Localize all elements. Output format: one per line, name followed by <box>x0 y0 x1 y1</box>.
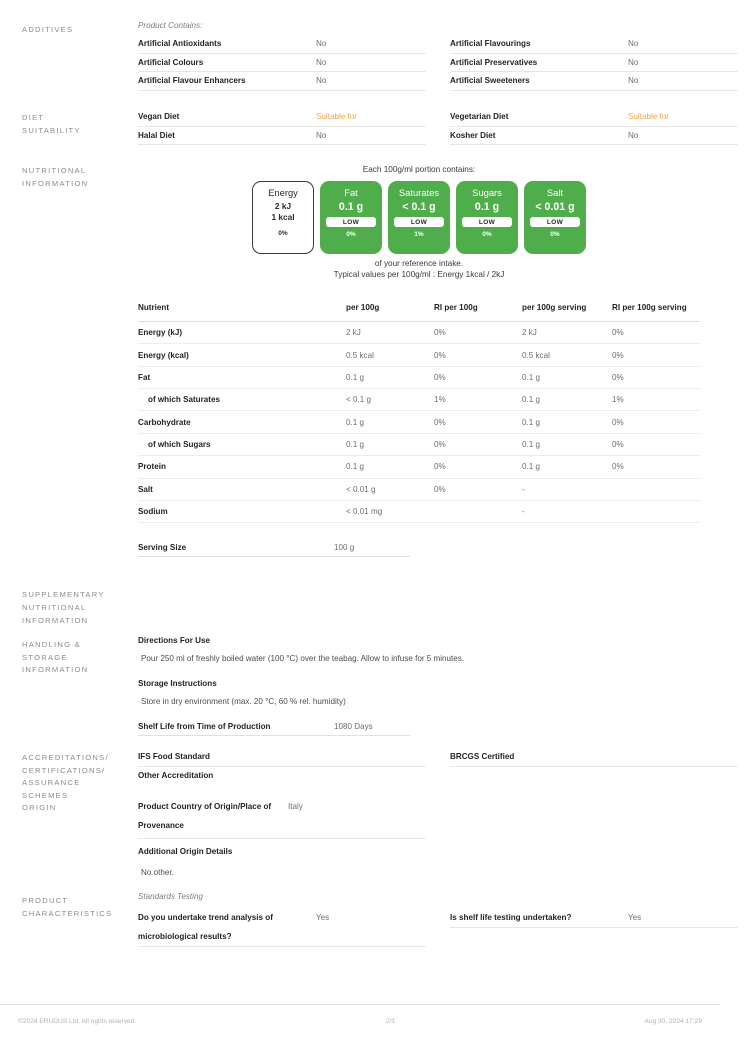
traffic-light-sugars <box>456 181 518 254</box>
section-additives <box>0 20 720 91</box>
section-label-line: NUTRITIONAL <box>22 166 87 176</box>
row-value: No <box>316 76 327 86</box>
row-key: Artificial Flavour Enhancers <box>138 76 246 86</box>
cell-per100g: 0.1 g <box>346 456 434 478</box>
traffic-light-panel <box>138 161 700 279</box>
cell-ri100g: 0% <box>434 344 522 366</box>
cell-ri100g: 0% <box>434 478 522 500</box>
diet-grid <box>138 108 738 145</box>
row-key: Artificial Preservatives <box>450 57 538 67</box>
row-value: No <box>628 130 639 140</box>
additional-origin-label: Additional Origin Details <box>138 847 233 857</box>
table-row <box>138 411 700 433</box>
page-footer <box>0 1004 720 1038</box>
section-label-line: SUPPLEMENTARY <box>22 590 105 600</box>
cell-ri100g: 0% <box>434 411 522 433</box>
traffic-light-kcal: 1 kcal <box>271 212 295 223</box>
table-row-empty <box>450 767 738 786</box>
additives-column-right <box>450 35 738 91</box>
traffic-light-row <box>138 181 700 254</box>
table-row <box>450 108 738 127</box>
row-key <box>450 770 628 781</box>
section-label-diet-suitability <box>0 108 138 145</box>
table-row <box>138 389 700 411</box>
cell-per100g: 0.5 kcal <box>346 344 434 366</box>
section-label-line: NUTRITIONAL <box>22 602 87 612</box>
section-label-line: ACCREDITATIONS/ <box>22 753 109 763</box>
product-characteristics-grid <box>138 906 738 947</box>
row-key: Artificial Antioxidants <box>138 39 222 48</box>
row-value: Yes <box>628 913 642 923</box>
table-row <box>138 344 700 366</box>
cell-riserving: 0% <box>612 321 700 343</box>
diet-column-left <box>138 108 426 145</box>
table-row <box>450 127 738 146</box>
standards-testing-note: Standards Testing <box>138 892 203 902</box>
table-row <box>138 767 426 786</box>
additional-origin-note: No other. <box>141 868 174 878</box>
cell-perserving: 0.1 g <box>522 433 612 455</box>
table-row <box>138 321 700 343</box>
additives-grid <box>138 35 738 91</box>
section-nutritional-information <box>0 161 720 557</box>
row-key: BRCGS Certified <box>450 752 515 762</box>
portion-caption: Each 100g/ml portion contains: <box>362 165 476 175</box>
cell-perserving: 0.1 g <box>522 456 612 478</box>
additional-origin-row <box>138 839 426 864</box>
cell-ri100g: 1% <box>434 389 522 411</box>
directions-for-use-title: Directions For Use <box>138 636 210 646</box>
section-label-line: SUITABILITY <box>22 125 81 135</box>
section-label-line: SCHEMES <box>22 790 69 800</box>
table-row <box>138 456 700 478</box>
cell-perserving: 0.1 g <box>522 411 612 433</box>
traffic-light-saturates <box>388 181 450 254</box>
nutrient-table-head <box>138 299 700 321</box>
table-row <box>138 54 426 73</box>
cell-ri100g <box>434 500 522 522</box>
cell-per100g: 0.1 g <box>346 411 434 433</box>
section-body-product-characteristics <box>138 891 750 947</box>
row-key: Kosher Diet <box>450 130 496 140</box>
origin-row <box>138 794 426 839</box>
traffic-light-amount: < 0.01 g <box>535 201 575 214</box>
traffic-light-level: LOW <box>530 217 580 227</box>
cell-nutrient: Protein <box>138 456 346 478</box>
table-row <box>138 108 426 127</box>
row-key: Artificial Colours <box>138 57 204 67</box>
cell-perserving: 0.1 g <box>522 389 612 411</box>
row-value: No <box>316 57 327 67</box>
row-value: No <box>628 39 639 48</box>
table-row <box>450 35 738 54</box>
row-key: Is shelf life testing undertaken? <box>450 913 572 923</box>
section-supplementary-nutritional-information <box>0 585 720 627</box>
traffic-light-energy <box>252 181 314 254</box>
row-key: Artificial Sweeteners <box>450 76 530 86</box>
section-body-additives <box>138 20 750 91</box>
product-contains-note: Product Contains: <box>138 21 203 30</box>
row-value: Suitable for <box>316 112 357 122</box>
nutrient-table-header-row <box>138 299 700 321</box>
section-body-supplementary <box>138 585 720 627</box>
section-label-line: CERTIFICATIONS/ <box>22 765 106 775</box>
footer-timestamp: Aug 30, 2024 17:29 <box>644 1018 702 1025</box>
traffic-light-amount: < 0.1 g <box>402 201 436 214</box>
origin-label: Product Country of Origin/Place of Provenance <box>138 802 272 831</box>
traffic-light-name: Sugars <box>472 187 502 199</box>
section-label-product-characteristics <box>0 891 138 947</box>
section-body-diet-suitability <box>138 108 750 145</box>
footer-page-number: 2/3 <box>385 1018 395 1025</box>
section-handling-storage <box>0 635 720 736</box>
cell-nutrient: Salt <box>138 478 346 500</box>
cell-nutrient: Carbohydrate <box>138 411 346 433</box>
shelf-life-value: 1080 Days <box>334 722 373 732</box>
cell-nutrient: Energy (kJ) <box>138 321 346 343</box>
shelf-life-row <box>138 722 410 736</box>
reference-intake-note: of your reference intake. <box>374 259 464 269</box>
traffic-light-name: Saturates <box>398 187 440 199</box>
document-page <box>0 20 720 1038</box>
shelf-life-label: Shelf Life from Time of Production <box>138 722 271 732</box>
origin-value: Italy <box>288 802 303 812</box>
cell-per100g: 0.1 g <box>346 433 434 455</box>
cell-ri100g: 0% <box>434 456 522 478</box>
typical-values-note: Typical values per 100g/ml : Energy 1kcal / 2kJ <box>333 270 505 280</box>
section-label-line: ORIGIN <box>22 803 57 813</box>
table-row <box>138 748 426 767</box>
section-label-line: DIET <box>22 113 45 123</box>
cell-per100g: < 0.01 mg <box>346 500 434 522</box>
cell-riserving <box>612 500 700 522</box>
row-value: No <box>628 76 639 86</box>
row-key: Vegan Diet <box>138 112 180 122</box>
cell-nutrient: of which Saturates <box>138 389 346 411</box>
section-body-nutritional-information <box>138 161 720 557</box>
traffic-light-amount: 0.1 g <box>338 201 364 214</box>
accreditation-grid <box>138 748 738 785</box>
traffic-light-fat <box>320 181 382 254</box>
storage-instructions-text: Store in dry environment (max. 20 °C, 60 % rel. humidity) <box>141 697 346 707</box>
cell-perserving: - <box>522 478 612 500</box>
table-row <box>138 366 700 388</box>
section-label-line: INFORMATION <box>22 179 89 189</box>
accreditation-column-left <box>138 748 426 785</box>
table-row <box>138 35 426 54</box>
nutrient-table <box>138 299 700 523</box>
serving-size-value: 100 g <box>334 543 355 553</box>
section-label-line: STORAGE <box>22 652 68 662</box>
table-row <box>450 72 738 91</box>
row-key: IFS Food Standard <box>138 752 210 762</box>
row-value: Yes <box>316 913 330 923</box>
traffic-light-name: Salt <box>546 187 564 199</box>
table-row <box>138 906 426 947</box>
cell-riserving <box>612 478 700 500</box>
cell-riserving: 0% <box>612 433 700 455</box>
cell-nutrient: of which Sugars <box>138 433 346 455</box>
section-label-line: PRODUCT <box>22 896 69 906</box>
table-row <box>450 906 738 928</box>
nutrient-table-body <box>138 321 700 522</box>
section-body-handling-storage <box>138 635 720 736</box>
column-header-ri-per100g-serving: RI per 100g serving <box>612 299 700 321</box>
row-value: No <box>628 57 639 67</box>
traffic-light-name: Fat <box>344 187 358 199</box>
section-label-supplementary <box>0 585 138 627</box>
cell-per100g: < 0.1 g <box>346 389 434 411</box>
row-key: Vegetarian Diet <box>450 112 509 122</box>
column-header-per100g-serving: per 100g serving <box>522 299 612 321</box>
traffic-light-name: Energy <box>268 187 298 199</box>
table-row <box>138 72 426 91</box>
row-value: Suitable for <box>628 112 669 122</box>
cell-riserving: 0% <box>612 366 700 388</box>
traffic-light-kj: 2 kJ <box>274 201 292 212</box>
column-header-nutrient: Nutrient <box>138 299 346 321</box>
section-label-nutritional-information <box>0 161 138 557</box>
serving-size-label: Serving Size <box>138 543 187 553</box>
section-label-line: ASSURANCE <box>22 778 81 788</box>
storage-instructions-title: Storage Instructions <box>138 679 217 689</box>
section-diet-suitability <box>0 108 720 145</box>
spacer <box>138 665 708 678</box>
diet-column-right <box>450 108 738 145</box>
cell-ri100g: 0% <box>434 321 522 343</box>
table-row <box>138 433 700 455</box>
section-product-characteristics <box>0 891 720 947</box>
cell-per100g: 2 kJ <box>346 321 434 343</box>
cell-riserving: 1% <box>612 389 700 411</box>
cell-per100g: < 0.01 g <box>346 478 434 500</box>
pc-column-left <box>138 906 426 947</box>
cell-riserving: 0% <box>612 411 700 433</box>
additives-column-left <box>138 35 426 91</box>
directions-for-use-text: Pour 250 ml of freshly boiled water (100 °C) over the teabag. Allow to infuse for 5 minutes. <box>141 654 465 664</box>
cell-perserving: 0.1 g <box>522 366 612 388</box>
traffic-light-percent: 0% <box>278 230 288 238</box>
section-label-handling-storage <box>0 635 138 736</box>
cell-per100g: 0.1 g <box>346 366 434 388</box>
row-value: No <box>316 130 327 140</box>
table-row <box>138 127 426 146</box>
row-key: Artificial Flavourings <box>450 39 531 48</box>
cell-riserving: 0% <box>612 344 700 366</box>
traffic-light-level: LOW <box>394 217 444 227</box>
table-row <box>450 748 738 767</box>
pc-column-right <box>450 906 738 947</box>
footer-copyright: ©2024 ERUDUS Ltd. All rights reserved. <box>18 1018 137 1025</box>
traffic-light-level: LOW <box>462 217 512 227</box>
serving-size-row <box>138 543 410 557</box>
section-label-line: HANDLING & <box>22 640 81 650</box>
column-header-ri-per100g: RI per 100g <box>434 299 522 321</box>
traffic-light-percent: 0% <box>346 231 356 239</box>
traffic-light-percent: 0% <box>550 231 560 239</box>
section-label-accreditations <box>0 748 138 877</box>
traffic-light-salt <box>524 181 586 254</box>
row-key: Other Accreditation <box>138 770 214 780</box>
cell-ri100g: 0% <box>434 433 522 455</box>
cell-nutrient: Fat <box>138 366 346 388</box>
column-header-per100g: per 100g <box>346 299 434 321</box>
cell-ri100g: 0% <box>434 366 522 388</box>
traffic-light-level: LOW <box>326 217 376 227</box>
cell-perserving: 2 kJ <box>522 321 612 343</box>
table-row <box>138 500 700 522</box>
row-key: Do you undertake trend analysis of microbiological results? <box>138 913 273 942</box>
section-label-line: INFORMATION <box>22 615 89 625</box>
section-label-line: INFORMATION <box>22 665 89 675</box>
cell-perserving: 0.5 kcal <box>522 344 612 366</box>
table-row <box>138 478 700 500</box>
traffic-light-percent: 0% <box>482 231 492 239</box>
section-body-accreditations <box>138 748 750 877</box>
table-row <box>450 54 738 73</box>
cell-perserving: - <box>522 500 612 522</box>
traffic-light-percent: 1% <box>414 231 424 239</box>
row-key: Halal Diet <box>138 130 175 140</box>
traffic-light-amount: 0.1 g <box>474 201 500 214</box>
section-label-additives: ADDITIVES <box>22 25 74 34</box>
accreditation-column-right <box>450 748 738 785</box>
section-label-line: CHARACTERISTICS <box>22 909 113 919</box>
cell-nutrient: Sodium <box>138 500 346 522</box>
section-accreditations-origin <box>0 748 720 877</box>
cell-riserving: 0% <box>612 456 700 478</box>
row-value: No <box>316 39 327 48</box>
cell-nutrient: Energy (kcal) <box>138 344 346 366</box>
